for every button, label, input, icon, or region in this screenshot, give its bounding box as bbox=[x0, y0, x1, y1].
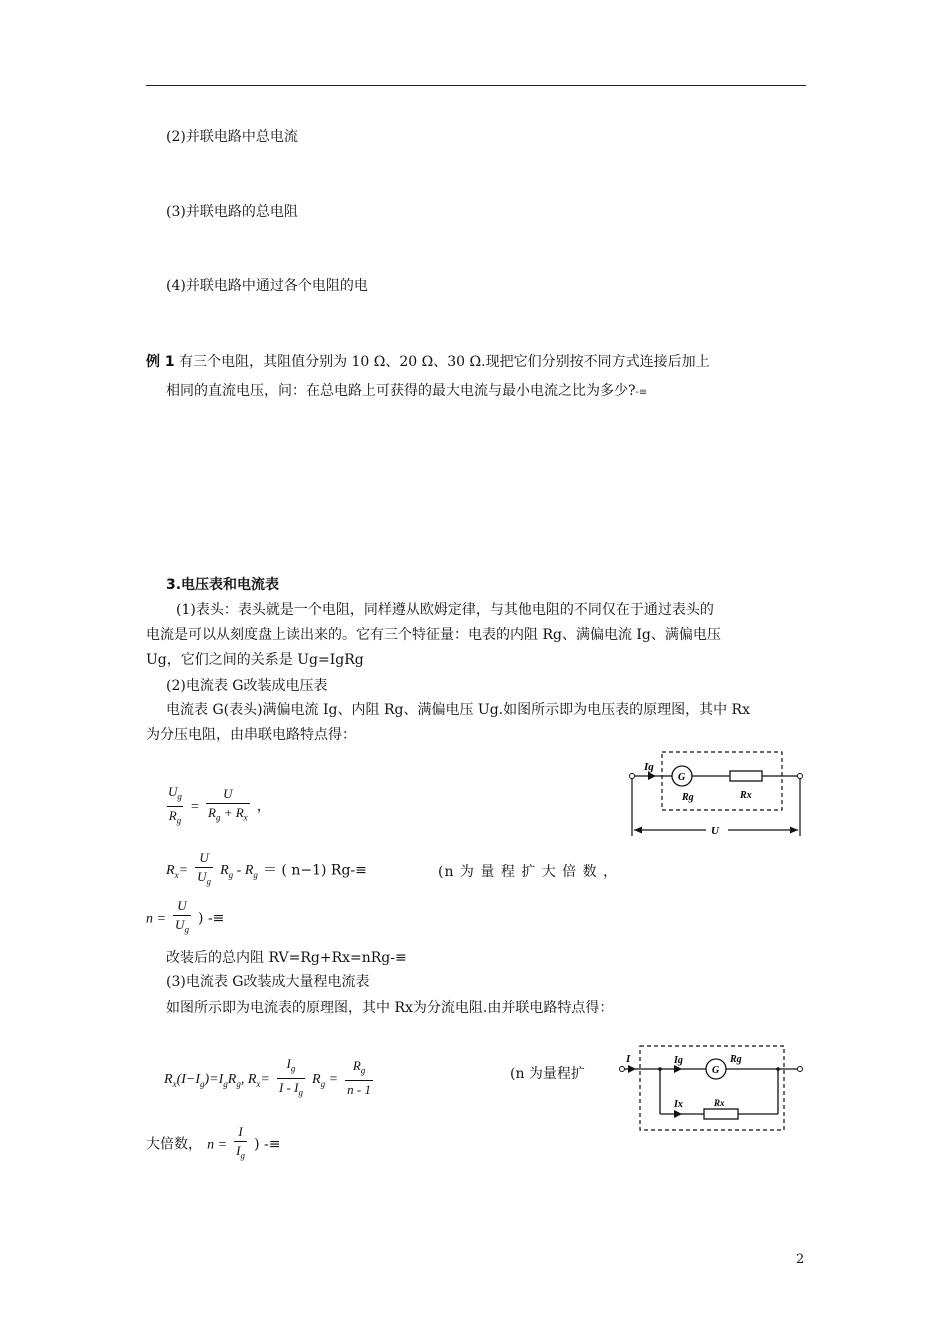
frac-u-sum: $\frac{U}{R_g + R_x}$ bbox=[206, 786, 250, 826]
terminal-left-2 bbox=[620, 1067, 625, 1072]
label-ix: Ix bbox=[674, 1099, 683, 1110]
page-number: 2 bbox=[796, 1252, 805, 1267]
equation-2: $R_x=$ $\frac{U}{U_g}$ $R_g - R_g$ ＝ ( n−1) Rg-≡ bbox=[166, 850, 367, 890]
frac-u-ug: $\frac{U}{U_g}$ bbox=[195, 850, 213, 890]
ammeter-diagram bbox=[616, 1044, 812, 1134]
label-rg-2: Rg bbox=[730, 1054, 742, 1065]
frac-rg-n: $\frac{R_g}{n - 1}$ bbox=[347, 1058, 371, 1097]
item-3: (3)并联电路的总电阻 bbox=[166, 204, 298, 220]
resistor-rx-2 bbox=[704, 1109, 738, 1119]
label-rg: Rg bbox=[682, 792, 694, 803]
para3-title: (3)电流表 G改装成大量程电流表 bbox=[166, 974, 370, 990]
terminal-right bbox=[798, 774, 803, 779]
frac-n-i: $\frac{I}{I_g}$ bbox=[234, 1124, 247, 1164]
equation-5: 大倍数， n = $\frac{I}{I_g}$ ) -≡ bbox=[146, 1124, 280, 1164]
para2-title: (2)电流表 G改装成电压表 bbox=[166, 678, 328, 694]
label-g-2: G bbox=[712, 1065, 720, 1076]
item-4: (4)并联电路中通过各个电阻的电 bbox=[166, 278, 368, 294]
para1-line1: (1)表头：表头就是一个电阻，同样遵从欧姆定律，与其他电阻的不同仅在于通过表头的 bbox=[176, 602, 714, 618]
equation-1: $\frac{U_g}{R_g}$ = $\frac{U}{R_g + R_x}$ ， bbox=[164, 784, 271, 828]
para2-line1: 电流表 G(表头)满偏电流 Ig、内阻 Rg、满偏电压 Ug.如图所示即为电压表的原理图，其中 Rx bbox=[166, 702, 750, 718]
equation-4: $R_x(I-I_g)=I_gR_g$, $R_x=$ $\frac{I_g}{I - I_g}$ $R_g$ = $\frac{R_g}{n - 1}$ bbox=[164, 1056, 375, 1100]
header-rule bbox=[146, 85, 806, 86]
eq5-tail: ) -≡ bbox=[254, 1136, 281, 1153]
terminal-left bbox=[630, 774, 635, 779]
frac-ig: $\frac{I_g}{I - I_g}$ bbox=[277, 1056, 305, 1100]
total-resistance: 改装后的总内阻 RV=Rg+Rx=nRg-≡ bbox=[166, 950, 407, 966]
item-2: (2)并联电路中总电流 bbox=[166, 129, 298, 145]
example-1-line1 bbox=[146, 352, 710, 372]
example-text-1: 有三个电阻，其阻值分别为 10 Ω、20 Ω、30 Ω.现把它们分别按不同方式连接后加上 bbox=[179, 354, 710, 370]
eq4-note: (n 为量程扩 bbox=[510, 1066, 585, 1082]
eq2-mid: ＝ ( n−1) Rg-≡ bbox=[262, 862, 367, 879]
equation-3: n = $\frac{U}{U_g}$ ) -≡ bbox=[146, 898, 224, 938]
para1-line2: 电流是可以从刻度盘上读出来的。它有三个特征量：电表的内阻 Rg、满偏电流 Ig、满偏电压 bbox=[146, 627, 721, 643]
eq2-note: (n 为 量 程 扩 大 倍 数 ， bbox=[438, 864, 619, 880]
para2-line2: 为分压电阻，由串联电路特点得： bbox=[146, 727, 356, 743]
label-rx: Rx bbox=[740, 790, 752, 801]
eq1-comma: ， bbox=[256, 798, 271, 815]
terminal-right-2 bbox=[798, 1067, 803, 1072]
label-u: U bbox=[711, 825, 719, 837]
section-heading: 3.电压表和电流表 bbox=[166, 577, 280, 593]
example-label: 例 1 bbox=[146, 354, 175, 370]
eq5-head: 大倍数， bbox=[146, 1136, 202, 1153]
eq3-tail: ) -≡ bbox=[198, 910, 225, 927]
current-arrow bbox=[648, 772, 656, 780]
label-i: I bbox=[626, 1053, 631, 1065]
label-g: G bbox=[678, 772, 686, 783]
label-rx-2: Rx bbox=[714, 1098, 725, 1108]
frac-ug-rg: $\frac{U_g}{R_g}$ bbox=[166, 784, 184, 828]
resistor-rx bbox=[730, 771, 762, 781]
frac-n: $\frac{U}{U_g}$ bbox=[173, 898, 191, 938]
voltmeter-diagram bbox=[622, 748, 812, 846]
format-mark: -≡ bbox=[635, 387, 648, 398]
example-1-line2 bbox=[166, 381, 647, 403]
dashed-box-2 bbox=[640, 1046, 784, 1130]
para3-line1: 如图所示即为电流表的原理图，其中 Rx为分流电阻.由并联电路特点得： bbox=[166, 1000, 614, 1016]
label-ig-2: Ig bbox=[674, 1055, 683, 1066]
example-text-2: 相同的直流电压，问：在总电路上可获得的最大电流与最小电流之比为多少? bbox=[166, 383, 636, 399]
para1-line3: Ug，它们之间的关系是 Ug=IgRg bbox=[146, 652, 364, 668]
label-ig: Ig bbox=[644, 761, 654, 773]
